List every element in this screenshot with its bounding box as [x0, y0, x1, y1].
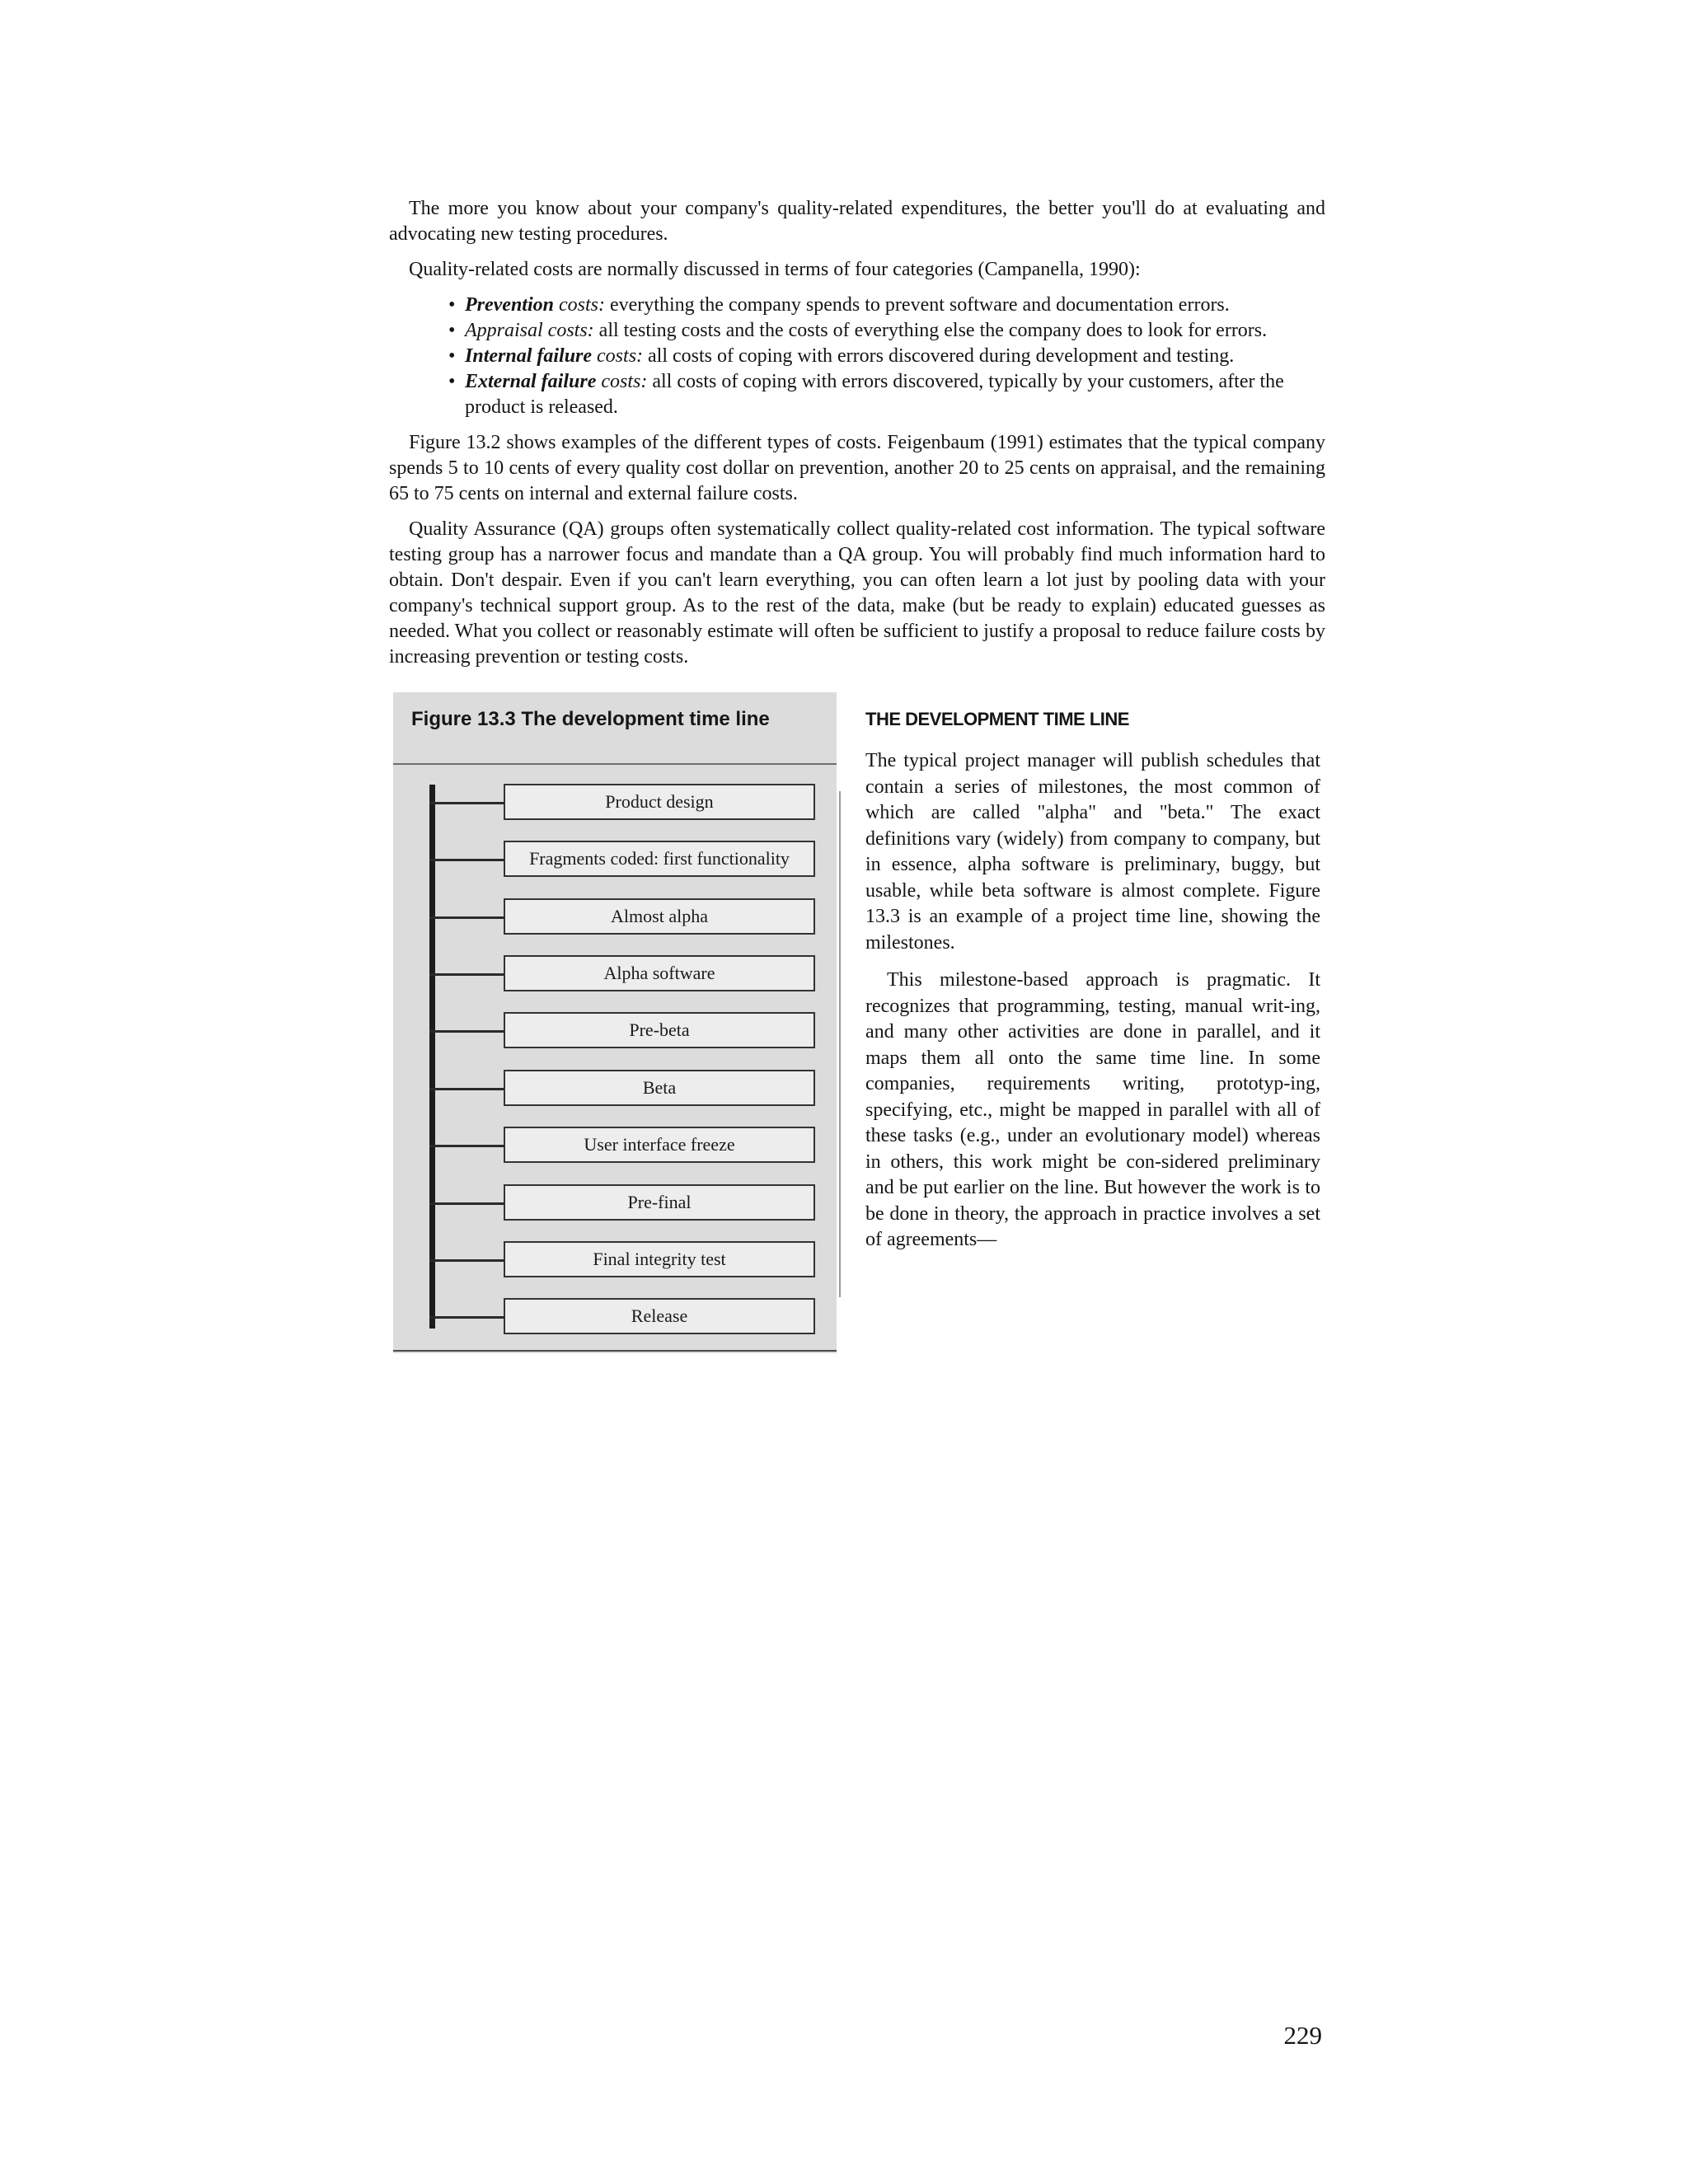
categories-intro-paragraph: Quality-related costs are normally discussed in terms of four categories (Campanella, 1990):: [409, 259, 1141, 280]
feigenbaum-paragraph: Figure 13.2 shows examples of the different types of costs. Feigenbaum (1991) estimates that the typical company spends 5 to 10 cents of every quality cost dollar on prevention, another 20 to 25 cents on appraisal, and the remaining 65 to 75 cents on internal and external failure costs.: [389, 432, 1325, 504]
milestone-box: Alpha software: [504, 955, 815, 991]
milestone-box: Pre-beta: [504, 1012, 815, 1048]
category-term: Appraisal costs:: [465, 320, 594, 341]
milestone-connector: [429, 973, 504, 976]
page-number: 229: [1283, 2021, 1322, 2050]
intro-section: [389, 196, 1325, 680]
cost-category-appraisal: [448, 318, 1325, 344]
bullet-icon: •: [448, 345, 456, 367]
category-term: Internal failure: [465, 345, 593, 367]
milestone-connector: [429, 916, 504, 919]
qa-paragraph: Quality Assurance (QA) groups often systematically collect quality-related cost information. The typical software testing group has a narrower focus and mandate than a QA group. You will probably find much information hard to obtain. Don't despair. Even if you can't learn everything, you can often learn a lot just by pooling data with your company's technical support group. As to the rest of the data, make (but be ready to explain) educated guesses as needed. What you collect or reasonably estimate will often be sufficient to justify a proposal to reduce failure costs by increasing prevention or testing costs.: [389, 518, 1325, 668]
category-description: all costs of coping with errors discovered during development and testing.: [643, 345, 1235, 367]
bullet-icon: •: [448, 320, 456, 341]
cost-category-prevention: [448, 293, 1325, 318]
section-paragraph: The typical project manager will publish schedules that contain a series of milestones, the most common of which are called "alpha" and "beta." The exact definitions vary (widely) from company to company, but in essence, alpha software is preliminary, buggy, but usable, while beta software is almost complete. Figure 13.3 is an example of a project time line, showing the milestones.: [865, 750, 1320, 954]
milestone-connector: [429, 1145, 504, 1147]
section-heading: THE DEVELOPMENT TIME LINE: [865, 709, 1129, 729]
milestone-box: Pre-final: [504, 1184, 815, 1221]
milestone-box: Product design: [504, 784, 815, 820]
milestone-box: User interface freeze: [504, 1127, 815, 1163]
milestone-connector: [429, 859, 504, 861]
cost-category-external-failure: [448, 369, 1325, 420]
cost-categories-list: [448, 293, 1325, 420]
milestone-box: Final integrity test: [504, 1241, 815, 1277]
column-divider: [839, 791, 841, 1297]
category-description: all testing costs and the costs of everything else the company does to look for errors.: [593, 320, 1268, 341]
category-suffix: costs:: [597, 345, 644, 367]
milestone-connector: [429, 802, 504, 804]
milestone-connector: [429, 1316, 504, 1319]
category-description: all costs of coping with errors discovered, typically by your customers, after the product is released.: [465, 371, 1284, 418]
timeline-section: [865, 707, 1320, 1265]
category-term: Prevention: [465, 294, 554, 316]
section-paragraph: This milestone-based approach is pragmatic. It recognizes that programming, testing, manual writ-ing, and many other activities are done in parallel, and it maps them all onto the same time line. In some companies, requirements writing, prototyp-ing, specifying, etc., might be mapped in parallel with all of these tasks (e.g., under an evolutionary model) whereas in others, this work might be con-sidered preliminary and be put earlier on the line. But however the work is to be done in theory, the approach in practice involves a set of agreements—: [865, 969, 1320, 1250]
milestone-box: Almost alpha: [504, 898, 815, 935]
milestone-box: Release: [504, 1298, 815, 1334]
bullet-icon: •: [448, 294, 456, 316]
milestone-box: Beta: [504, 1070, 815, 1106]
figure-title: Figure 13.3 The development time line: [411, 708, 770, 730]
milestone-connector: [429, 1259, 504, 1262]
bullet-icon: •: [448, 371, 456, 392]
milestone-connector: [429, 1088, 504, 1090]
milestone-connector: [429, 1202, 504, 1205]
milestone-box: Fragments coded: first functionality: [504, 841, 815, 877]
development-timeline-figure: [393, 692, 837, 1353]
figure-bottom-rule: [393, 1350, 837, 1352]
category-suffix: costs:: [601, 371, 648, 392]
cost-category-internal-failure: [448, 344, 1325, 369]
category-suffix: costs:: [559, 294, 605, 316]
intro-paragraph: The more you know about your company's quality-related expenditures, the better you'll do at evaluating and advocating new testing procedures.: [389, 198, 1325, 245]
category-term: External failure: [465, 371, 597, 392]
figure-top-rule: [393, 763, 837, 765]
milestone-connector: [429, 1030, 504, 1033]
timeline-spine: [429, 785, 435, 1329]
category-description: everything the company spends to prevent software and documentation errors.: [605, 294, 1230, 316]
